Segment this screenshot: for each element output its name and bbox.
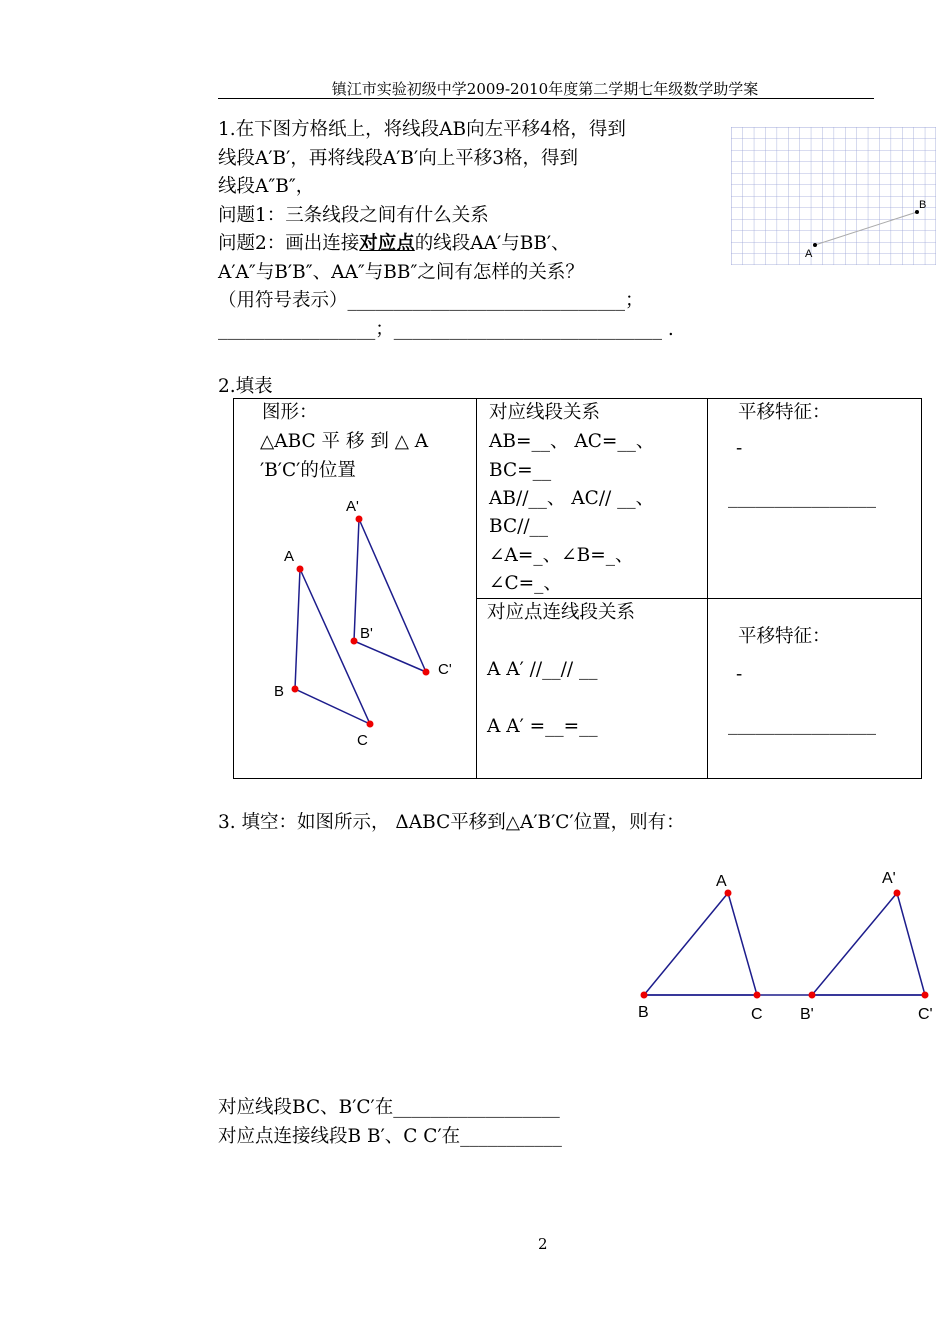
fill-blank-2: 对应点连接线段B B′、C C′在___________	[218, 1126, 562, 1147]
seg-line-6: ∠C=_、	[489, 573, 562, 594]
dot2-a1	[894, 890, 901, 897]
grid-figure	[731, 127, 936, 265]
q1-line-6: A′A″与B′B″、AA″与BB″之间有怎样的关系？	[218, 261, 584, 283]
seg-title: 对应线段关系	[489, 402, 601, 423]
feature2-blank: ________________	[728, 714, 876, 735]
label-c: C	[357, 732, 368, 749]
q1-line-4: 问题1：三条线段之间有什么关系	[218, 204, 489, 226]
q2-prefix: 问题2：画出连接	[218, 233, 360, 254]
triangle-figure-2	[630, 862, 945, 1032]
feature-title: 平移特征：	[738, 402, 831, 423]
page-number: 2	[538, 1235, 548, 1253]
grid-label-b: B	[919, 199, 927, 211]
question-1	[218, 116, 718, 344]
dot-c1	[423, 669, 430, 676]
fig-title: 图形：	[262, 402, 318, 423]
q2-bold: 对应点	[359, 233, 415, 254]
dot-c	[367, 721, 374, 728]
label2-a1: A'	[882, 870, 896, 887]
header-rule	[218, 98, 874, 99]
point-line-1: A A′ //__// __	[487, 659, 598, 680]
q1-line-8: _________________；_____________________________ .	[218, 318, 674, 340]
triangle-abc	[295, 569, 370, 724]
point-line-2: A A′ =__=__	[487, 716, 598, 737]
point-title: 对应点连线段关系	[487, 602, 636, 623]
label2-c1: C'	[918, 1006, 933, 1023]
dot2-b1	[809, 992, 816, 999]
feature2-title: 平移特征：	[738, 626, 831, 647]
table-feature-cell	[708, 399, 922, 599]
seg-line-5: ∠A=_、∠B=_、	[489, 545, 634, 566]
table-segment-cell	[477, 399, 708, 599]
dot-b	[292, 686, 299, 693]
dot2-c1	[922, 992, 929, 999]
dot-a	[297, 566, 304, 573]
seg-line-4: BC//__	[489, 516, 549, 537]
label2-b: B	[638, 1004, 649, 1021]
label2-b1: B'	[800, 1006, 814, 1023]
label-a1: A'	[346, 498, 359, 515]
table-figure-cell	[234, 399, 477, 779]
point-a	[813, 243, 817, 247]
grid-paper	[731, 127, 936, 265]
section-2-title: 2.填表	[218, 376, 273, 397]
q1-line-2: 线段A′B′，再将线段A′B′向上平移3格，得到	[218, 147, 578, 169]
page-header: 镇江市实验初级中学2009-2010年度第二学期七年级数学助学案	[331, 80, 759, 98]
q1-line-1: 1.在下图方格纸上，将线段AB向左平移4格，得到	[218, 119, 626, 140]
feature-blank: ________________	[728, 487, 876, 508]
label2-c: C	[751, 1006, 763, 1023]
section-3-title: 3. 填空：如图所示， ΔABC平移到△A′B′C′位置，则有：	[218, 812, 685, 833]
feature2-dash: -	[736, 664, 743, 685]
grid-svg	[731, 127, 936, 265]
fill-table	[233, 398, 922, 779]
q1-line-5	[218, 230, 718, 259]
triangle-figure-1	[234, 489, 476, 759]
label-b1: B'	[360, 625, 373, 642]
fig-desc-2: ′B′C′的位置	[260, 460, 356, 481]
triangle-abc-2	[644, 893, 757, 995]
seg-line-1: AB=__、 AC=__、	[489, 431, 655, 452]
triangle-a1b1c1-2	[812, 893, 925, 995]
grid-label-a: A	[805, 248, 813, 260]
label-b: B	[274, 683, 285, 700]
q2-suffix: 的线段AA′与BB′、	[414, 233, 570, 254]
fig-desc-1: △ABC 平 移 到 △ A	[260, 431, 429, 452]
feature-dash: -	[736, 438, 743, 459]
dot2-b	[641, 992, 648, 999]
dot2-c	[754, 992, 761, 999]
label-a: A	[284, 548, 295, 565]
dot-a1	[356, 516, 363, 523]
q1-line-3: 线段A″B″，	[218, 176, 315, 197]
seg-line-3: AB//__、 AC// __、	[489, 488, 655, 509]
table-point-cell	[477, 599, 708, 779]
dot2-a	[725, 890, 732, 897]
label-c1: C'	[438, 661, 452, 678]
seg-line-2: BC=__	[489, 460, 552, 481]
label2-a: A	[716, 873, 727, 890]
table-feature-cell-2	[708, 599, 922, 779]
triangle-a1b1c1	[354, 519, 426, 672]
dot-b1	[351, 638, 358, 645]
fill-blank-1: 对应线段BC、B′C′在__________________	[218, 1097, 560, 1118]
q1-line-7: （用符号表示）______________________________；	[218, 290, 644, 311]
